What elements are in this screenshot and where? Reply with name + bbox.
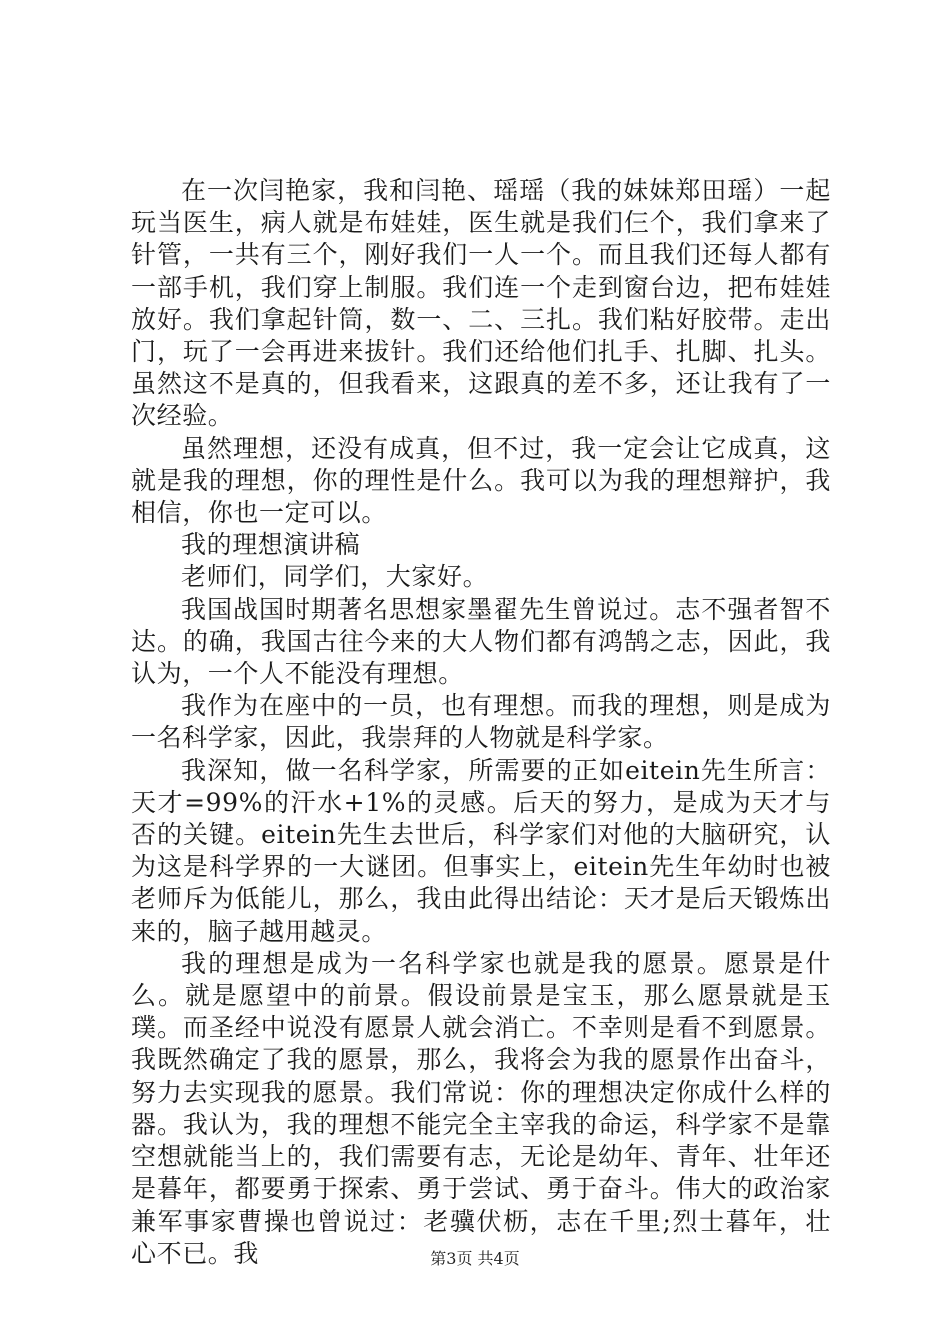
paragraph: 我深知，做一名科学家，所需要的正如eitein先生所言：天才=99%的汗水+1%的灵感。后天的努力，是成为天才与否的关键。eitein先生去世后，科学家们对他的大脑研究，认为这是科学界的一大谜团。但事实上，eitein先生年幼时也被老师斥为低能儿，那么，我由此得出结论：天才是后天锻炼出来的，脑子越用越灵。 bbox=[131, 755, 831, 946]
paragraph: 在一次闫艳家，我和闫艳、瑶瑶（我的妹妹郑田瑶）一起玩当医生，病人就是布娃娃，医生就是我们仨个，我们拿来了针管，一共有三个，刚好我们一人一个。而且我们还每人都有一部手机，我们穿上制服。我们连一个走到窗台边，把布娃娃放好。我们拿起针筒，数一、二、三扎。我们粘好胶带。走出门，玩了一会再进来拔针。我们还给他们扎手、扎脚、扎头。虽然这不是真的，但我看来，这跟真的差不多，还让我有了一次经验。 bbox=[131, 176, 831, 431]
section-heading: 我的理想演讲稿 bbox=[181, 530, 361, 560]
page-number-footer: 第3页 共4页 bbox=[430, 1249, 520, 1268]
greeting: 老师们，同学们，大家好。 bbox=[181, 562, 489, 592]
paragraph: 我国战国时期著名思想家墨翟先生曾说过。志不强者智不达。的确，我国古往今来的大人物们都有鸿鹄之志，因此，我认为，一个人不能没有理想。 bbox=[131, 594, 831, 689]
paragraph: 我的理想是成为一名科学家也就是我的愿景。愿景是什么。就是愿望中的前景。假设前景是宝玉，那么愿景就是玉璞。而圣经中说没有愿景人就会消亡。不幸则是看不到愿景。我既然确定了我的愿景，那么，我将会为我的愿景作出奋斗，努力去实现我的愿景。我们常说：你的理想决定你成什么样的器。我认为，我的理想不能完全主宰我的命运，科学家不是靠空想就能当上的，我们需要有志，无论是幼年、青年、壮年还是暮年，都要勇于探索、勇于尝试、勇于奋斗。伟大的政治家兼军事家曹操也曾说过：老骥伏枥，志在千里;烈士暮年，壮心不已。我 bbox=[131, 948, 831, 1268]
document-body bbox=[131, 175, 831, 1270]
paragraph: 虽然理想，还没有成真，但不过，我一定会让它成真，这就是我的理想，你的理性是什么。我可以为我的理想辩护，我相信，你也一定可以。 bbox=[131, 433, 831, 528]
paragraph: 我作为在座中的一员，也有理想。而我的理想，则是成为一名科学家，因此，我崇拜的人物就是科学家。 bbox=[131, 691, 831, 753]
